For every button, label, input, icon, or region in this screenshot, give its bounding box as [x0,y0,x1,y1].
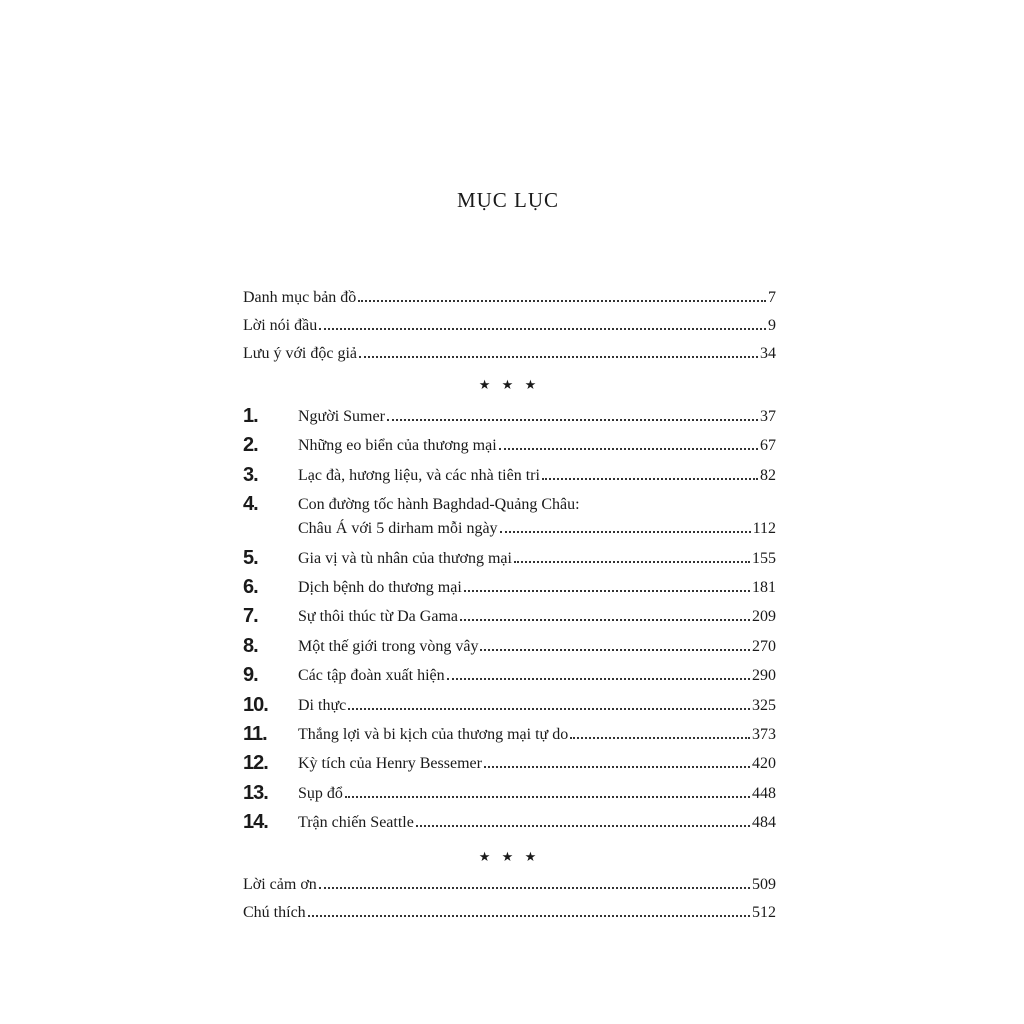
toc-entry[interactable] [243,899,776,927]
toc-entry[interactable] [243,871,776,899]
chapter-body [298,402,776,431]
entry-title: Lời cảm ơn [243,876,317,893]
entry-title: Lời nói đầu [243,317,318,334]
toc-entry[interactable] [298,691,776,720]
dot-leader [308,914,750,917]
dot-leader [542,477,758,480]
separator-stars: ★ ★ ★ [478,377,541,392]
toc-entry[interactable] [298,661,776,690]
page-number: 373 [752,726,776,744]
chapter-entry[interactable] [243,490,776,543]
chapter-body [298,602,776,631]
entry-title: Di thực [298,696,347,714]
chapter-number: 5. [243,546,258,569]
chapter-number: 10. [243,693,268,716]
dot-leader [484,765,750,768]
dot-leader [359,355,758,358]
dot-leader [500,530,751,533]
entry-title: Sự thôi thúc từ Da Gama [298,608,458,626]
dot-leader [480,648,750,651]
dot-leader [319,327,766,330]
dot-leader [348,707,750,710]
entry-title-line1: Con đường tốc hành Baghdad-Quảng Châu: [298,496,580,514]
chapter-entry[interactable] [243,720,776,749]
chapter-body [298,691,776,720]
page-number: 112 [752,520,776,538]
toc-entry[interactable] [298,544,776,573]
toc-entry[interactable] [298,402,776,431]
chapter-entry[interactable] [243,749,776,778]
dot-leader [416,824,750,827]
chapter-number: 4. [243,493,258,516]
chapter-number: 13. [243,781,268,804]
page-number: 509 [752,876,776,893]
page-number: 325 [752,696,776,714]
toc-entry[interactable] [298,431,776,460]
page-number: 82 [760,466,776,484]
chapter-number: 11. [243,723,267,746]
entry-title: Thắng lợi và bi kịch của thương mại tự do [298,726,569,744]
chapter-entry[interactable] [243,402,776,431]
chapter-entry[interactable] [243,461,776,490]
chapter-number: 2. [243,434,258,457]
page-number: 37 [760,408,776,425]
dot-leader [345,795,750,798]
separator-stars: ★ ★ ★ [478,849,541,864]
toc-entry[interactable] [243,312,776,340]
chapter-number: 12. [243,752,268,775]
chapter-body [298,749,776,778]
chapter-body [298,720,776,749]
dot-leader [460,618,750,621]
chapter-entry[interactable] [243,573,776,602]
chapter-number: 14. [243,811,268,834]
toc-entry[interactable] [298,602,776,631]
chapter-body [298,490,776,543]
page-title: MỤC LỤC [456,188,560,212]
page-number: 484 [752,814,776,832]
chapter-entry[interactable] [243,808,776,837]
back-matter-list [243,871,776,927]
toc-entry[interactable] [298,808,776,837]
chapter-body [298,461,776,490]
dot-leader [499,447,758,450]
entry-title: Dịch bệnh do thương mại [298,579,462,597]
chapter-number: 1. [243,405,258,427]
toc-entry[interactable] [243,284,776,312]
page-number: 270 [752,637,776,655]
chapter-entry[interactable] [243,602,776,631]
toc-entry[interactable] [298,779,776,808]
entry-title: Các tập đoàn xuất hiện [298,667,445,685]
entry-title: Gia vị và tù nhân của thương mại [298,549,512,567]
toc-entry[interactable] [243,340,776,368]
page-number: 290 [752,667,776,685]
page-number: 7 [768,289,776,306]
entry-title: Một thế giới trong vòng vây [298,637,479,655]
chapter-body [298,573,776,602]
chapter-entry[interactable] [243,691,776,720]
page-number: 512 [752,904,776,921]
page-number: 155 [752,549,776,567]
toc-entry[interactable] [298,461,776,490]
entry-title: Sụp đổ [298,784,343,802]
entry-title: Chú thích [243,904,306,921]
page-number: 420 [752,755,776,773]
entry-title: Những eo biển của thương mại [298,437,497,455]
front-matter-list [243,284,776,368]
dot-leader [447,677,750,680]
page-number: 9 [768,317,776,334]
page-number: 34 [760,345,776,362]
chapter-number: 8. [243,634,258,657]
chapter-entry[interactable] [243,632,776,661]
page-number: 67 [760,437,776,455]
chapter-number: 3. [243,463,258,486]
chapter-body [298,779,776,808]
page-number: 181 [752,579,776,597]
dot-leader [464,589,750,592]
chapter-number: 7. [243,605,258,628]
entry-title: Kỳ tích của Henry Bessemer [298,755,482,773]
chapter-entry[interactable] [243,661,776,690]
dot-leader [319,886,750,889]
toc-entry[interactable] [298,632,776,661]
dot-leader [570,736,750,739]
toc-entry[interactable] [298,573,776,602]
chapter-body [298,661,776,690]
chapter-list [243,402,776,838]
toc-entry[interactable] [298,749,776,778]
dot-leader [358,299,766,302]
entry-title: Trận chiến Seattle [298,814,414,832]
chapter-number: 6. [243,576,258,599]
entry-title: Châu Á với 5 dirham mỗi ngày [298,520,498,538]
chapter-entry[interactable] [243,431,776,460]
entry-title: Danh mục bản đồ [243,289,357,306]
chapter-body [298,431,776,460]
chapter-body [298,632,776,661]
page-number: 448 [752,784,776,802]
chapter-entry[interactable] [243,544,776,573]
chapter-body [298,544,776,573]
dot-leader [387,418,758,421]
chapter-entry[interactable] [243,779,776,808]
page-number: 209 [752,608,776,626]
entry-title: Lạc đà, hương liệu, và các nhà tiên tri [298,466,540,484]
dot-leader [514,560,750,563]
entry-title: Người Sumer [298,408,385,425]
chapter-number: 9. [243,664,258,687]
chapter-body [298,808,776,837]
entry-title: Lưu ý với độc giả [243,345,357,362]
toc-entry[interactable] [298,720,776,749]
